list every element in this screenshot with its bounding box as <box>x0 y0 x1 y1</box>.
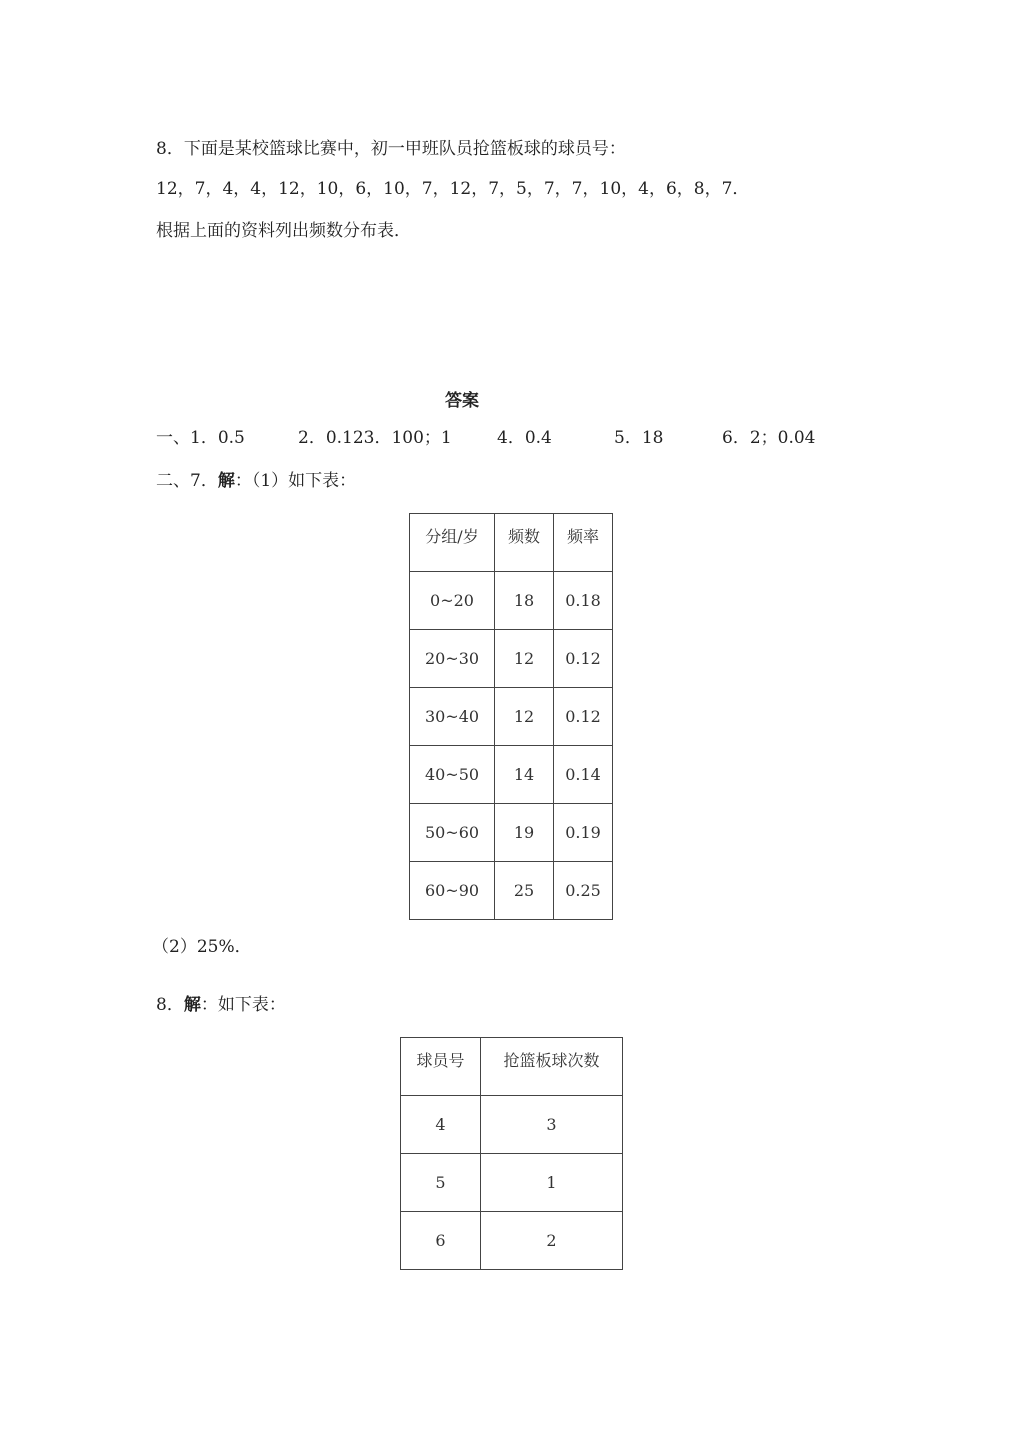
table-row <box>410 862 613 920</box>
table-row <box>410 746 613 804</box>
answer-6: 6．2；0.04 <box>722 428 816 448</box>
table-header-cell: 频率 <box>554 514 613 572</box>
question-8-numbers: 12，7，4，4，12，10，6，10，7，12，7，5，7，7，10，4，6，8，7． <box>156 179 750 199</box>
table-cell: 30~40 <box>410 688 495 746</box>
table-cell: 12 <box>495 630 554 688</box>
frequency-table-age <box>409 513 613 920</box>
table-cell: 19 <box>495 804 554 862</box>
table-cell: 25 <box>495 862 554 920</box>
section-2-rest: ：（1）如下表： <box>234 471 357 491</box>
answer-8-rest: ：如下表： <box>200 995 286 1015</box>
table-cell: 0.18 <box>554 572 613 630</box>
table-header-row <box>401 1038 623 1096</box>
table-cell: 4 <box>401 1096 481 1154</box>
table-row <box>410 572 613 630</box>
table-row <box>410 804 613 862</box>
answer-4: 4．0.4 <box>497 428 552 448</box>
table-cell: 18 <box>495 572 554 630</box>
table-row <box>401 1096 623 1154</box>
table-cell: 0.12 <box>554 630 613 688</box>
answer-5: 5．18 <box>614 428 664 448</box>
table-cell: 60~90 <box>410 862 495 920</box>
table-cell: 3 <box>481 1096 623 1154</box>
answer-title: 答案 <box>445 391 479 411</box>
answer-1: 一、1．0.5 <box>156 428 245 448</box>
question-8-instruction: 根据上面的资料列出频数分布表． <box>156 221 411 241</box>
table-cell: 0.14 <box>554 746 613 804</box>
table-cell: 20~30 <box>410 630 495 688</box>
table-cell: 12 <box>495 688 554 746</box>
table-cell: 0.25 <box>554 862 613 920</box>
table-row <box>401 1154 623 1212</box>
section-2-heading <box>156 466 356 491</box>
table-cell: 6 <box>401 1212 481 1270</box>
table-header-row <box>410 514 613 572</box>
table-cell: 40~50 <box>410 746 495 804</box>
answer-2: 2．0.123．100；1 <box>298 428 452 448</box>
rebound-count-table <box>400 1037 623 1270</box>
table-row <box>401 1212 623 1270</box>
question-8-prompt: 8．下面是某校篮球比赛中，初一甲班队员抢篮板球的球员号： <box>156 139 626 159</box>
table-row <box>410 688 613 746</box>
section-2-prefix: 二、7． <box>156 471 218 491</box>
table-cell: 14 <box>495 746 554 804</box>
table-cell: 0.19 <box>554 804 613 862</box>
answer-8-heading <box>156 990 286 1015</box>
table-header-cell: 频数 <box>495 514 554 572</box>
section-2-jie: 解 <box>217 471 235 491</box>
table-cell: 2 <box>481 1212 623 1270</box>
part-2-answer: （2）25%． <box>152 937 252 957</box>
table-cell: 1 <box>481 1154 623 1212</box>
table-header-cell: 抢篮板球次数 <box>481 1038 623 1096</box>
table-cell: 5 <box>401 1154 481 1212</box>
answer-8-jie: 解 <box>183 995 201 1015</box>
table-header-cell: 分组/岁 <box>410 514 495 572</box>
table-cell: 0.12 <box>554 688 613 746</box>
answer-8-prefix: 8． <box>156 995 184 1015</box>
table-cell: 50~60 <box>410 804 495 862</box>
table-header-cell: 球员号 <box>401 1038 481 1096</box>
table-cell: 0~20 <box>410 572 495 630</box>
table-row <box>410 630 613 688</box>
